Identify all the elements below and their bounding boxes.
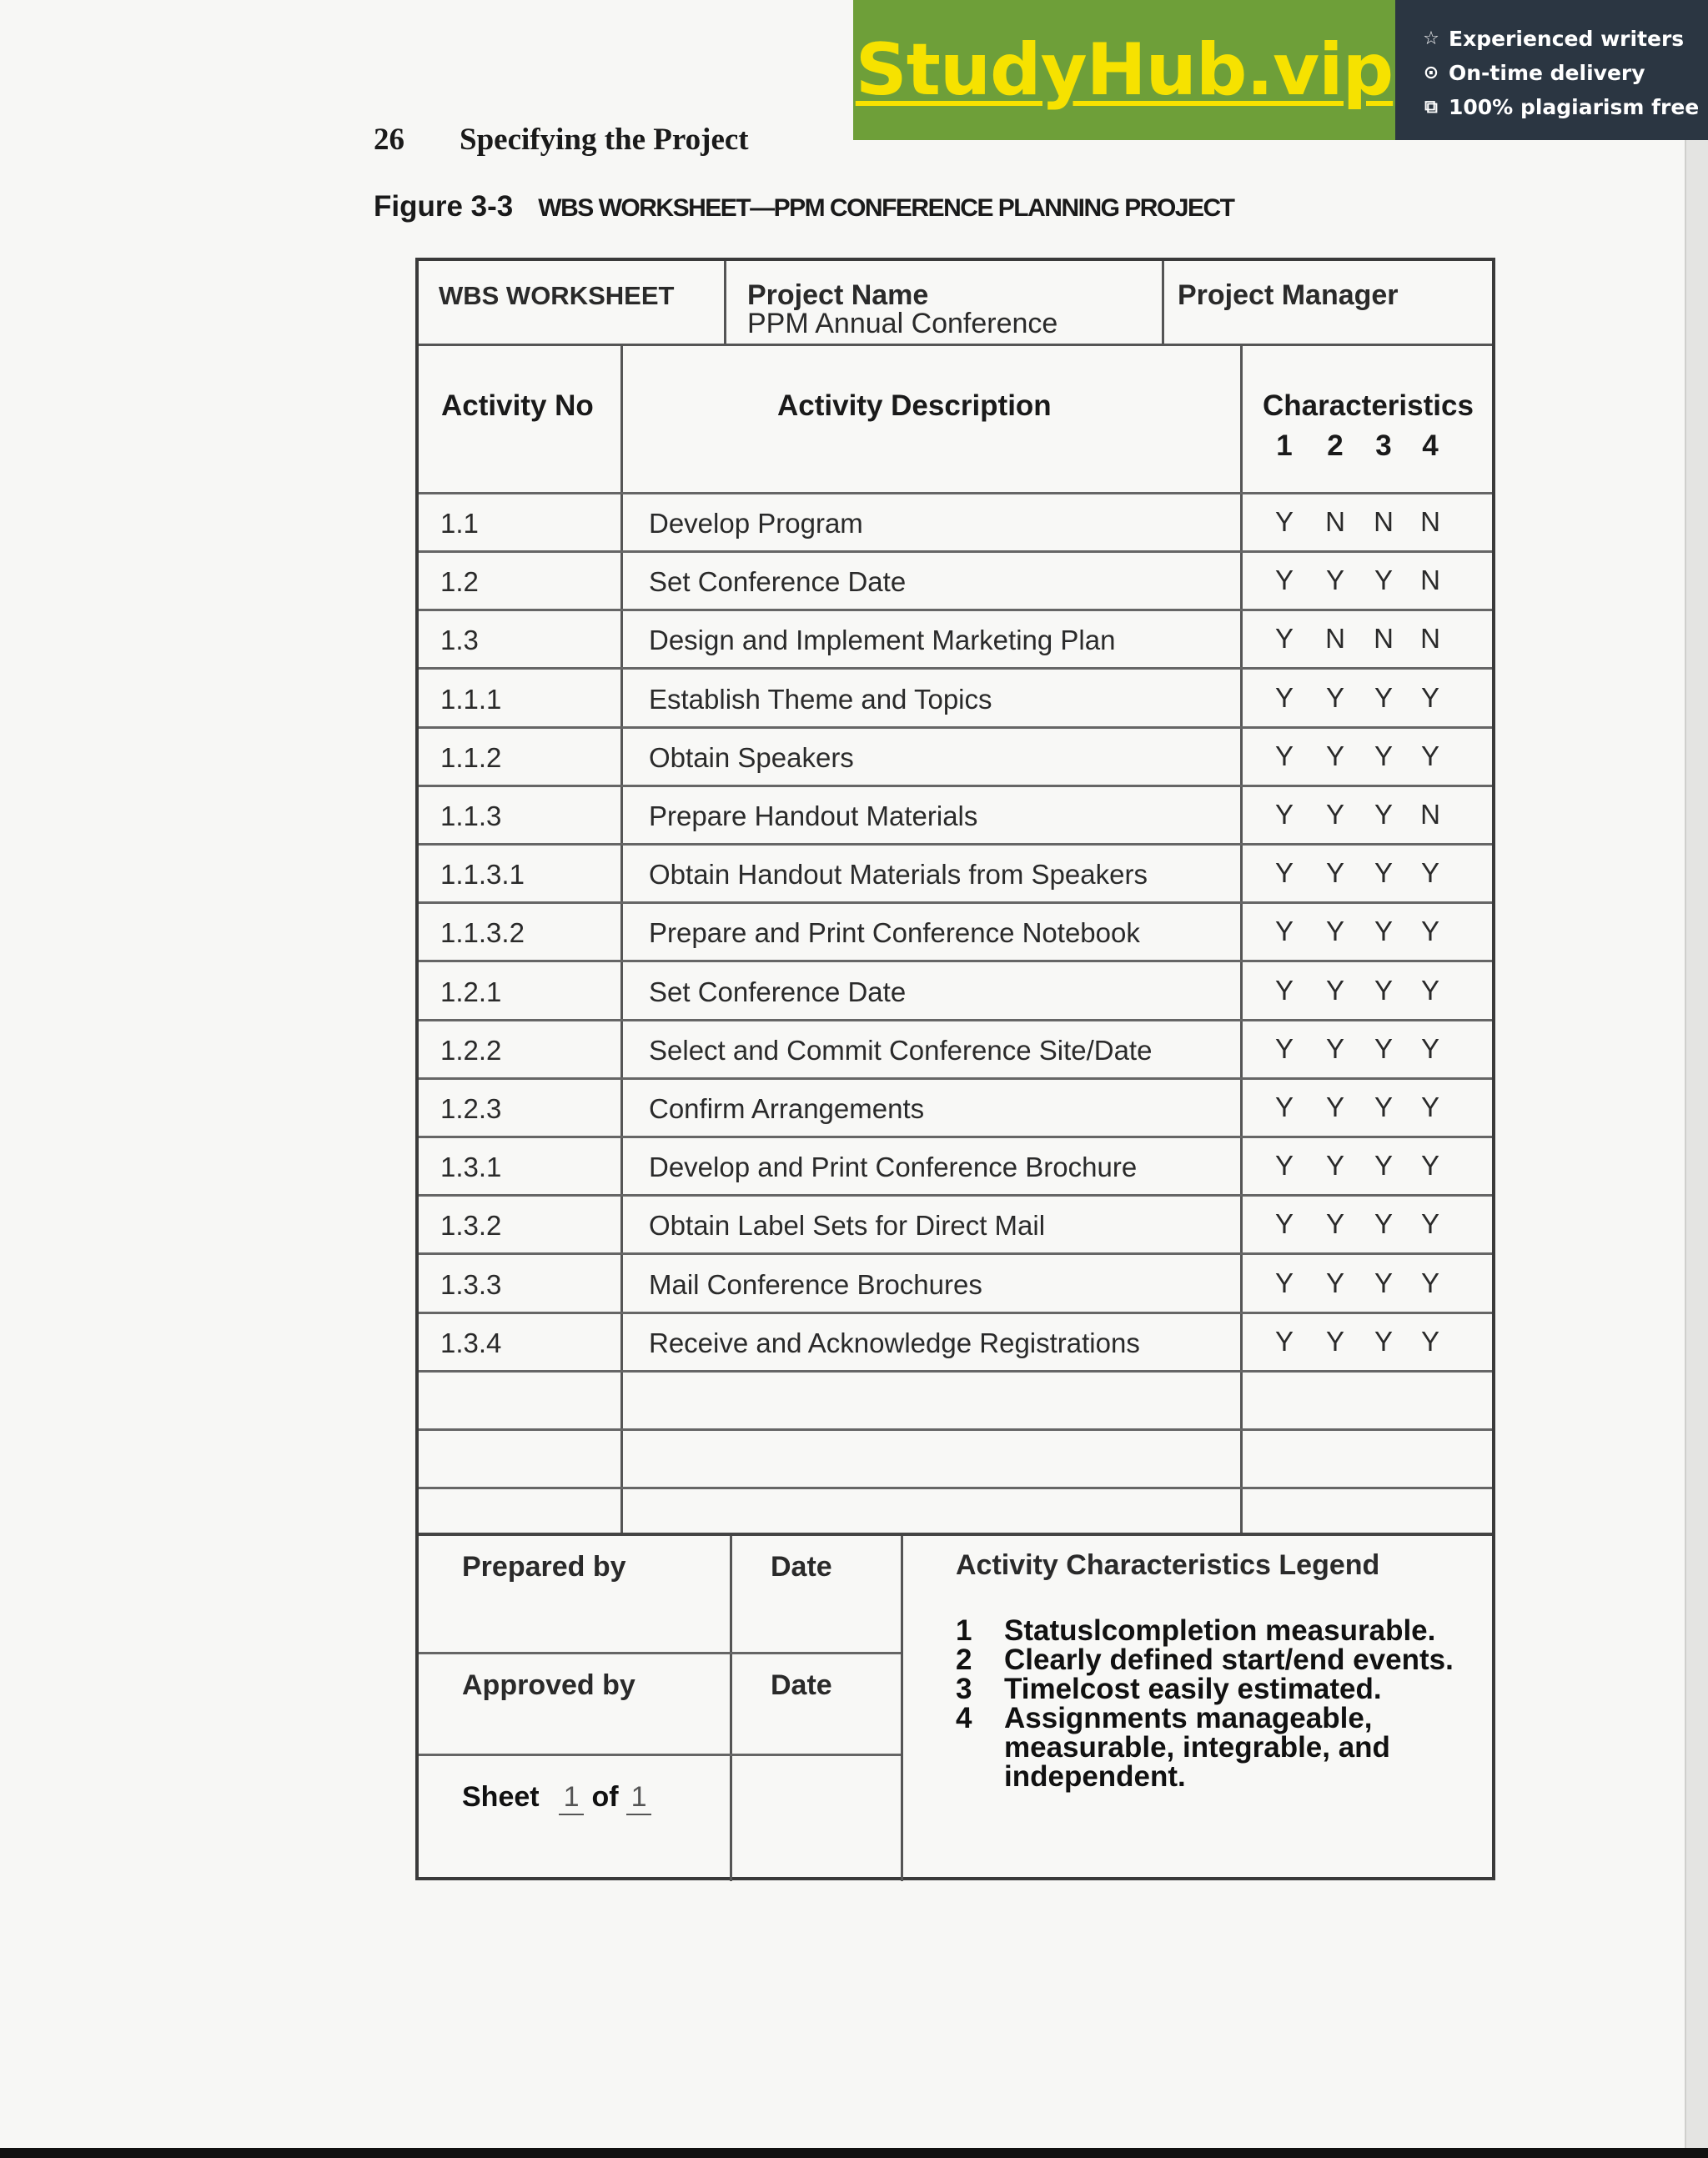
characteristic-1-cell: Y <box>1274 565 1294 596</box>
activity-no-cell: 1.3.4 <box>440 1327 502 1358</box>
activity-no-cell: 1.2.1 <box>440 976 502 1007</box>
characteristic-4-cell: N <box>1420 799 1440 830</box>
figure-label: Figure 3-3 <box>374 190 514 223</box>
characteristic-3-cell: Y <box>1374 1208 1393 1240</box>
activity-description-cell: Obtain Handout Materials from Speakers <box>649 859 1148 891</box>
characteristic-3-cell: Y <box>1374 916 1393 947</box>
activity-description-cell: Design and Implement Marketing Plan <box>649 625 1116 656</box>
activity-description-cell: Set Conference Date <box>649 566 907 598</box>
table-row <box>419 787 1492 846</box>
activity-description-cell: Develop Program <box>649 508 863 539</box>
characteristic-2-cell: Y <box>1325 1150 1344 1182</box>
activity-description-cell: Prepare Handout Materials <box>649 800 978 831</box>
prepared-date-label: Date <box>771 1551 832 1583</box>
table-row <box>419 1080 1492 1138</box>
feature-label: 100% plagiarism free <box>1449 95 1700 119</box>
characteristic-4-cell: Y <box>1420 857 1439 889</box>
characteristic-4-cell: N <box>1420 565 1440 596</box>
characteristic-1-cell: Y <box>1274 799 1294 830</box>
characteristic-3-cell: Y <box>1374 799 1393 830</box>
characteristic-3-cell: Y <box>1374 740 1393 771</box>
copy-icon: ⧉ <box>1424 97 1438 118</box>
legend-item: 1 Statuslcompletion measurable. <box>956 1614 1436 1647</box>
activity-no-cell: 1.2.3 <box>440 1093 502 1124</box>
table-row <box>419 1021 1492 1080</box>
characteristic-4-cell: Y <box>1420 1092 1439 1122</box>
characteristic-2-cell: Y <box>1325 857 1344 889</box>
activity-description-cell: Prepare and Print Conference Notebook <box>649 917 1140 949</box>
characteristic-3-cell: Y <box>1374 1325 1393 1357</box>
worksheet-header-row <box>419 261 1492 346</box>
sheet-current: 1 <box>559 1781 584 1815</box>
characteristic-2-cell: Y <box>1325 1267 1344 1298</box>
activity-description-cell: Select and Commit Conference Site/Date <box>649 1034 1153 1066</box>
wbs-worksheet <box>415 258 1495 1880</box>
table-row <box>419 611 1492 670</box>
empty-table-row <box>419 1373 1492 1431</box>
col-activity-description: Activity Description <box>777 389 1052 422</box>
characteristic-2-cell: Y <box>1325 565 1344 596</box>
legend-item: 2 Clearly defined start/end events. <box>956 1644 1454 1676</box>
prepared-by-label: Prepared by <box>462 1551 626 1583</box>
project-name-value: PPM Annual Conference <box>747 308 1058 339</box>
activity-description-cell: Set Conference Date <box>649 976 907 1007</box>
running-head <box>374 122 749 158</box>
feature-label: Experienced writers <box>1449 27 1685 51</box>
clock-icon: ⊙ <box>1423 63 1439 83</box>
characteristic-1-cell: Y <box>1274 681 1294 713</box>
sheet-indicator <box>462 1781 651 1815</box>
activity-no-cell: 1.1.2 <box>440 741 502 773</box>
legend-list <box>956 1616 1471 1791</box>
characteristic-4-cell: Y <box>1420 1325 1439 1357</box>
characteristic-4-cell: Y <box>1420 1032 1439 1064</box>
characteristic-1-cell: Y <box>1274 974 1294 1006</box>
page-number: 26 <box>374 123 404 157</box>
project-manager-label: Project Manager <box>1178 279 1399 311</box>
activity-description-cell: Establish Theme and Topics <box>649 683 992 715</box>
banner-features <box>1395 0 1708 140</box>
figure-title: WBS WORKSHEET—PPM CONFERENCE PLANNING PROJECT <box>538 194 1234 222</box>
characteristic-2-cell: Y <box>1325 916 1344 947</box>
characteristic-4-cell: Y <box>1420 681 1439 713</box>
characteristic-2-cell: Y <box>1325 681 1344 713</box>
activity-description-cell: Obtain Speakers <box>649 741 854 773</box>
table-row <box>419 846 1492 904</box>
feature-on-time-delivery <box>1420 56 1708 90</box>
characteristic-1-cell: Y <box>1274 506 1294 537</box>
characteristic-1-cell: Y <box>1274 1150 1294 1182</box>
activity-no-cell: 1.3.2 <box>440 1210 502 1242</box>
characteristic-2-cell: Y <box>1325 974 1344 1006</box>
characteristic-4-cell: Y <box>1420 916 1439 947</box>
characteristic-3-cell: Y <box>1374 1092 1393 1122</box>
characteristic-1-cell: Y <box>1274 1325 1294 1357</box>
feature-experienced-writers <box>1420 22 1708 56</box>
feature-label: On-time delivery <box>1449 61 1645 85</box>
table-row <box>419 1314 1492 1373</box>
characteristic-2-cell: Y <box>1325 740 1344 771</box>
table-row <box>419 1138 1492 1197</box>
characteristic-4-cell: N <box>1420 623 1440 655</box>
empty-table-row <box>419 1431 1492 1489</box>
characteristic-2-cell: Y <box>1325 799 1344 830</box>
sheet-total: 1 <box>626 1781 651 1815</box>
studyhub-logo[interactable]: StudyHub.vip <box>855 28 1394 112</box>
table-row <box>419 904 1492 962</box>
legend-item: 3 Timelcost easily estimated. <box>956 1673 1382 1705</box>
characteristic-2-cell: Y <box>1325 1208 1344 1240</box>
characteristic-3-cell: Y <box>1374 1150 1393 1182</box>
table-row <box>419 1197 1492 1255</box>
approved-by-label: Approved by <box>462 1669 635 1701</box>
characteristic-3-cell: Y <box>1374 565 1393 596</box>
characteristic-3-cell: Y <box>1374 974 1393 1006</box>
studyhub-banner[interactable] <box>853 0 1708 140</box>
char-number-1: 1 <box>1276 429 1293 462</box>
characteristic-2-cell: Y <box>1325 1092 1344 1122</box>
char-number-2: 2 <box>1327 429 1344 462</box>
worksheet-footer <box>419 1533 1492 1878</box>
running-title: Specifying the Project <box>460 123 749 157</box>
characteristic-1-cell: Y <box>1274 623 1294 655</box>
characteristic-3-cell: Y <box>1374 1032 1393 1064</box>
characteristic-1-cell: Y <box>1274 1267 1294 1298</box>
sheet-label: Sheet <box>462 1781 540 1813</box>
characteristic-2-cell: N <box>1325 506 1345 537</box>
table-row <box>419 494 1492 553</box>
char-number-4: 4 <box>1422 429 1439 462</box>
characteristic-2-cell: Y <box>1325 1325 1344 1357</box>
table-row <box>419 729 1492 787</box>
characteristic-3-cell: N <box>1374 623 1394 655</box>
characteristic-4-cell: Y <box>1420 974 1439 1006</box>
legend-item: 4 Assignments manageable, measurable, integrable, and independent. <box>956 1702 1390 1793</box>
activity-no-cell: 1.3.1 <box>440 1152 502 1183</box>
characteristic-3-cell: Y <box>1374 857 1393 889</box>
activity-description-cell: Obtain Label Sets for Direct Mail <box>649 1210 1046 1242</box>
activity-no-cell: 1.3 <box>440 625 479 656</box>
characteristic-1-cell: Y <box>1274 1032 1294 1064</box>
activity-no-cell: 1.1.1 <box>440 683 502 715</box>
characteristic-1-cell: Y <box>1274 1092 1294 1122</box>
bottom-bar <box>0 2148 1708 2158</box>
table-row <box>419 963 1492 1021</box>
characteristic-4-cell: Y <box>1420 1150 1439 1182</box>
characteristic-1-cell: Y <box>1274 916 1294 947</box>
characteristic-4-cell: N <box>1420 506 1440 537</box>
characteristic-4-cell: Y <box>1420 1208 1439 1240</box>
activity-description-cell: Mail Conference Brochures <box>649 1268 982 1300</box>
sheet-of: of <box>591 1781 619 1813</box>
activity-description-cell: Receive and Acknowledge Registrations <box>649 1327 1140 1358</box>
characteristic-3-cell: Y <box>1374 1267 1393 1298</box>
table-row <box>419 1256 1492 1314</box>
feature-plagiarism-free <box>1420 90 1708 124</box>
characteristic-4-cell: Y <box>1420 1267 1439 1298</box>
activity-no-cell: 1.1.3.1 <box>440 859 525 891</box>
activity-description-cell: Confirm Arrangements <box>649 1093 925 1124</box>
page-edge <box>1685 0 1708 2158</box>
figure-caption <box>374 190 1233 223</box>
activity-no-cell: 1.3.3 <box>440 1268 502 1300</box>
activity-no-cell: 1.2 <box>440 566 479 598</box>
characteristic-3-cell: Y <box>1374 681 1393 713</box>
characteristic-1-cell: Y <box>1274 740 1294 771</box>
worksheet-title: WBS WORKSHEET <box>439 281 675 310</box>
banner-logo-area[interactable] <box>853 0 1395 140</box>
characteristic-1-cell: Y <box>1274 857 1294 889</box>
col-characteristics: Characteristics <box>1263 389 1474 422</box>
activity-no-cell: 1.1.3.2 <box>440 917 525 949</box>
project-name-label: Project Name <box>747 279 929 311</box>
activity-no-cell: 1.1 <box>440 508 479 539</box>
legend-title: Activity Characteristics Legend <box>956 1549 1380 1581</box>
activity-no-cell: 1.2.2 <box>440 1034 502 1066</box>
characteristic-4-cell: Y <box>1420 740 1439 771</box>
characteristic-2-cell: Y <box>1325 1032 1344 1064</box>
char-number-3: 3 <box>1375 429 1392 462</box>
characteristic-1-cell: Y <box>1274 1208 1294 1240</box>
star-icon: ☆ <box>1423 28 1439 49</box>
activity-no-cell: 1.1.3 <box>440 800 502 831</box>
characteristic-2-cell: N <box>1325 623 1345 655</box>
characteristic-3-cell: N <box>1374 506 1394 537</box>
table-row <box>419 553 1492 611</box>
activity-description-cell: Develop and Print Conference Brochure <box>649 1152 1138 1183</box>
col-activity-no: Activity No <box>441 389 594 422</box>
approved-date-label: Date <box>771 1669 832 1701</box>
table-row <box>419 670 1492 729</box>
